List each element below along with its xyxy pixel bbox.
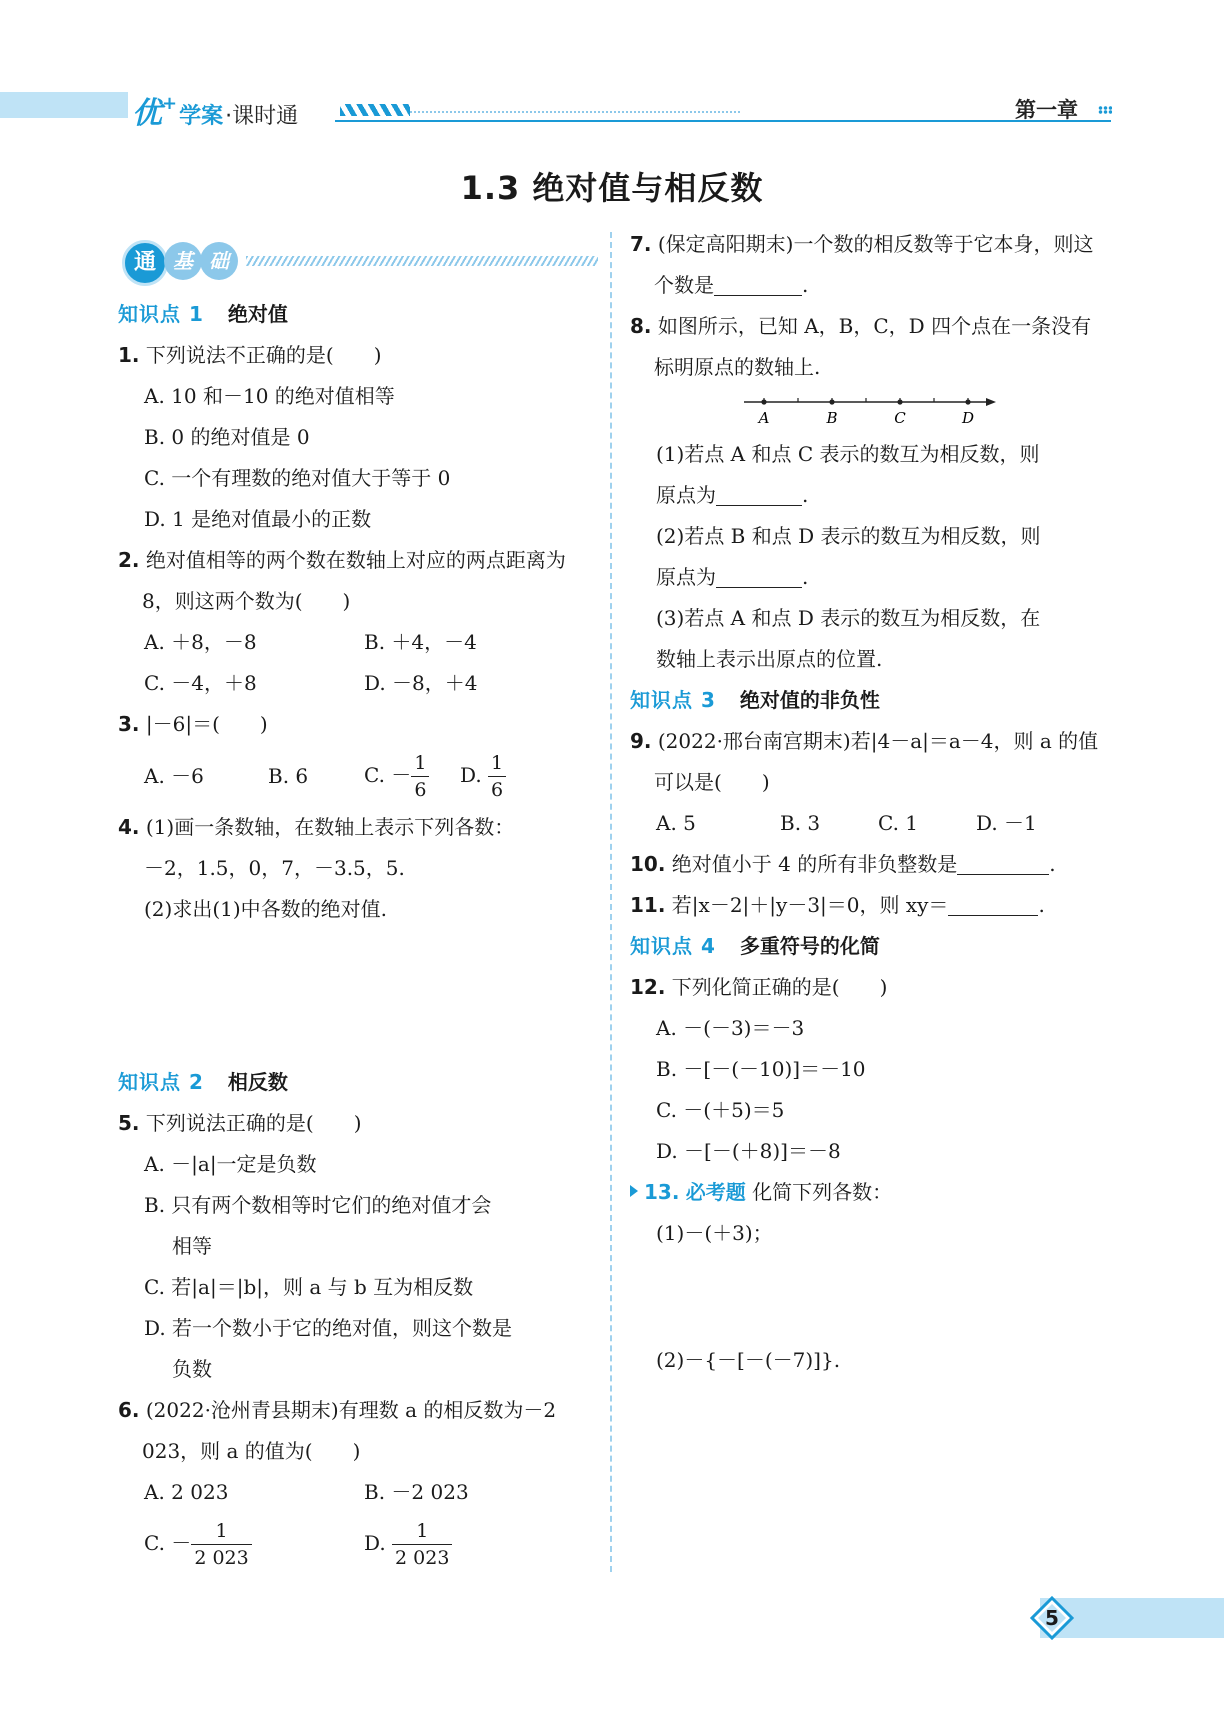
number-line-label: A — [758, 409, 770, 427]
question-2: 2. 绝对值相等的两个数在数轴上对应的两点距离为 8，则这两个数为( ) — [118, 548, 566, 613]
answer-blank[interactable] — [948, 891, 1038, 916]
q2-options-row1 — [118, 622, 598, 663]
q8-part-3: (3)若点 A 和点 D 表示的数互为相反数，在 — [656, 606, 1041, 630]
question-5: 5. 下列说法正确的是( ) — [118, 1111, 362, 1135]
fraction: $\frac{1}{2 023}$ — [191, 1518, 251, 1571]
badge-chu: 础 — [200, 242, 238, 280]
number-line-label: D — [961, 409, 975, 427]
q8-part-2: (2)若点 B 和点 D 表示的数互为相反数，则 — [656, 524, 1041, 548]
triangle-marker-icon — [630, 1185, 638, 1197]
q5-option-b: B. 只有两个数相等时它们的绝对值才会 — [144, 1193, 492, 1217]
q6-option-a: A. 2 023 — [144, 1480, 229, 1504]
number-line-label: B — [826, 409, 838, 427]
q8-part-3-cont: 数轴上表示出原点的位置. — [656, 647, 883, 671]
number-line-point — [761, 399, 766, 404]
badge-ji: 基 — [164, 242, 202, 280]
header-rule — [335, 120, 1111, 122]
fraction: $\frac{1}{6}$ — [411, 750, 429, 803]
q8-part-1-answer: 原点为 . — [656, 483, 809, 507]
q3-option-b: B. 6 — [268, 763, 309, 788]
answer-space — [118, 930, 598, 1062]
q9-option-b: B. 3 — [780, 811, 821, 835]
q12-option-b: B. －[－(－10)]＝－10 — [656, 1057, 866, 1081]
q4-part-2: (2)求出(1)中各数的绝对值. — [144, 897, 388, 921]
q8-part-2-answer: 原点为 . — [656, 565, 809, 589]
column-divider — [610, 232, 612, 1572]
q12-option-a: A. －(－3)＝－3 — [656, 1016, 805, 1040]
brand-xuean: 学案 — [179, 104, 224, 129]
q3-option-c: C. － $\frac{1}{6}$ — [364, 750, 460, 803]
q2-option-d: D. －8，＋4 — [364, 671, 478, 695]
question-6: 6. (2022·沧州青县期末)有理数 a 的相反数为－2 023，则 a 的值为( ) — [118, 1398, 557, 1463]
q9-option-d: D. －1 — [976, 811, 1037, 835]
q12-option-d: D. －[－(＋8)]＝－8 — [656, 1139, 841, 1163]
number-line-figure — [630, 388, 1110, 434]
knowledge-point-3: 知识点 3 绝对值的非负性 — [630, 688, 880, 712]
knowledge-point-2: 知识点 2 相反数 — [118, 1070, 288, 1094]
question-13: 13. 必考题 化简下列各数： — [630, 1172, 1110, 1213]
badge-tong: 通 — [122, 240, 168, 286]
q5-option-d-cont: 负数 — [172, 1357, 212, 1381]
number-line-point — [965, 399, 970, 404]
header-bar — [0, 92, 128, 118]
q6-option-c: C. － $\frac{1}{2 023}$ — [144, 1518, 364, 1571]
q3-option-d: D. $\frac{1}{6}$ — [460, 750, 506, 803]
question-10: 10. 绝对值小于 4 的所有非负整数是 . — [630, 852, 1056, 876]
q9-option-c: C. 1 — [878, 811, 919, 835]
q5-option-d: D. 若一个数小于它的绝对值，则这个数是 — [144, 1316, 513, 1340]
q6-option-d: D. $\frac{1}{2 023}$ — [364, 1518, 452, 1571]
left-column — [118, 294, 598, 1575]
fraction: $\frac{1}{2 023}$ — [392, 1518, 452, 1571]
right-column — [630, 224, 1110, 1381]
knowledge-point-4: 知识点 4 多重符号的化简 — [630, 934, 880, 958]
question-7: 7. (保定高阳期末)一个数的相反数等于它本身，则这个数是 . — [630, 232, 1094, 297]
question-12: 12. 下列化简正确的是( ) — [630, 975, 888, 999]
q2-option-b: B. ＋4，－4 — [364, 630, 477, 654]
answer-space — [630, 1254, 1110, 1340]
question-9: 9. (2022·邢台南宫期末)若|4－a|＝a－4，则 a 的值可以是( ) — [630, 729, 1099, 794]
header-dotted-line — [410, 111, 740, 113]
q2-option-c: C. －4，＋8 — [144, 671, 257, 695]
question-11: 11. 若|x－2|＋|y－3|＝0，则 xy＝ . — [630, 893, 1045, 917]
q9-option-a: A. 5 — [656, 811, 696, 835]
number-line-point — [829, 399, 834, 404]
q4-numbers: －2，1.5，0，7，－3.5，5. — [144, 856, 405, 880]
q5-option-a: A. －|a|一定是负数 — [144, 1152, 317, 1176]
answer-blank[interactable] — [957, 850, 1049, 875]
chapter-dots-icon — [1098, 106, 1112, 114]
q3-options — [118, 745, 598, 807]
q3-option-a: A. －6 — [144, 763, 204, 788]
q6-options-row1 — [118, 1472, 598, 1513]
q5-option-b-cont: 相等 — [172, 1234, 212, 1258]
answer-blank[interactable] — [716, 481, 802, 506]
q1-option-a: A. 10 和－10 的绝对值相等 — [144, 384, 395, 408]
badge-hatch — [246, 256, 598, 266]
q1-option-b: B. 0 的绝对值是 0 — [144, 425, 310, 449]
q1-option-c: C. 一个有理数的绝对值大于等于 0 — [144, 466, 451, 490]
section-badge — [122, 240, 598, 284]
q1-option-d: D. 1 是绝对值最小的正数 — [144, 507, 372, 531]
must-test-tag: 必考题 — [685, 1180, 746, 1204]
question-3: 3. |－6|＝( ) — [118, 712, 268, 736]
answer-blank[interactable] — [716, 563, 802, 588]
q6-options-row2 — [118, 1513, 598, 1575]
answer-blank[interactable] — [714, 271, 802, 296]
q9-options — [630, 803, 1110, 844]
fraction: $\frac{1}{6}$ — [488, 750, 506, 803]
chapter-label: 第一章 — [1015, 98, 1078, 122]
page-number: 5 — [1045, 1606, 1059, 1630]
brand-plus: + — [162, 93, 178, 114]
number-line-label: C — [894, 409, 906, 427]
q8-part-1: (1)若点 A 和点 C 表示的数互为相反数，则 — [656, 442, 1040, 466]
q13-part-2: (2)－{－[－(－7)]}. — [656, 1348, 841, 1372]
q13-part-1: (1)－(＋3)； — [656, 1221, 773, 1245]
q6-option-b: B. －2 023 — [364, 1480, 469, 1504]
q2-options-row2 — [118, 663, 598, 704]
q2-option-a: A. ＋8，－8 — [144, 630, 257, 654]
page-title: 1.3 绝对值与相反数 — [460, 169, 764, 207]
question-4: 4. (1)画一条数轴，在数轴上表示下列各数： — [118, 815, 515, 839]
brand-you: 优 — [132, 96, 162, 131]
arrow-icon — [986, 398, 996, 406]
question-8: 8. 如图所示，已知 A，B，C，D 四个点在一条没有标明原点的数轴上. — [630, 314, 1092, 379]
question-1: 1. 下列说法不正确的是( ) — [118, 343, 382, 367]
brand-logo — [132, 88, 298, 132]
knowledge-point-1: 知识点 1 绝对值 — [118, 302, 288, 326]
q5-option-c: C. 若|a|＝|b|，则 a 与 b 互为相反数 — [144, 1275, 474, 1299]
brand-sub: ·课时通 — [225, 104, 299, 129]
header-stripes — [340, 104, 410, 116]
q12-option-c: C. －(＋5)＝5 — [656, 1098, 785, 1122]
number-line-point — [897, 399, 902, 404]
number-line — [744, 392, 1004, 432]
